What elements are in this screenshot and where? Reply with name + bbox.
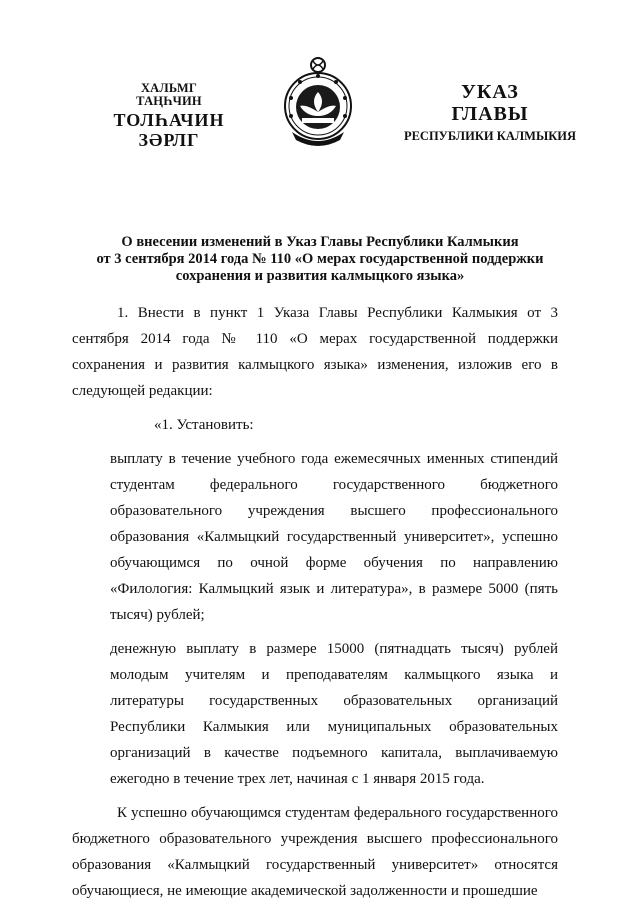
kalmykia-coat-of-arms-icon (278, 54, 358, 150)
paragraph-5: К успешно обучающимся студентам федерального государственного бюджетного образовательного учреждения высшего профессионального образования «Калмыцкий государственный университет» относятся обучающиеся, не имеющие академической задолженности и прошедшие (72, 805, 558, 899)
title-line-3: сохранения и развития калмыцкого языка» (175, 268, 465, 284)
header-left-line-1: ХАЛЬМГ ТАҢҺЧИН (136, 81, 202, 108)
header-right-line-3: РЕСПУБЛИКИ КАЛМЫКИЯ (403, 129, 577, 143)
header-right-line-1: УКАЗ (461, 81, 519, 103)
decree-body (72, 300, 558, 904)
title-line-1: О внесении изменений в Указ Главы Республики Калмыкия (121, 234, 519, 250)
header-left-line-3: ЗӘРЛГ (138, 130, 200, 150)
paragraph-2: «1. Установить: (154, 417, 254, 433)
header-left-line-2: ТОЛҺАЧИН (113, 110, 225, 130)
decree-title (60, 234, 580, 285)
header-right-line-2: ГЛАВЫ (451, 103, 529, 125)
title-line-2: от 3 сентября 2014 года № 110 «О мерах государственной поддержки (96, 251, 544, 267)
header-left-kalmyk (108, 82, 230, 149)
header-right-russian (400, 82, 580, 143)
paragraph-1: 1. Внести в пункт 1 Указа Главы Республики Калмыкия от 3 сентября 2014 года № 110 «О мерах государственной поддержки сохранения и развития калмыцкого языка» изменения, изложив его в следующей редакции: (72, 305, 558, 399)
paragraph-3: выплату в течение учебного года ежемесячных именных стипендий студентам федерального государственного бюджетного образовательного учреждения высшего профессионального образования «Калмыцкий государственный университет», успешно обучающимся по очной форме обучения по направлению «Филология: Калмыцкий язык и литература», в размере 5000 (пять тысяч) рублей; (110, 451, 558, 623)
paragraph-4: денежную выплату в размере 15000 (пятнадцать тысяч) рублей молодым учителям и преподавателям калмыцкого языка и литературы государственных образовательных организаций Республики Калмыкия или муниципальных образовательных организаций в качестве подъемного капитала, выплачиваемую ежегодно в течение трех лет, начиная с 1 января 2015 года. (110, 641, 558, 787)
